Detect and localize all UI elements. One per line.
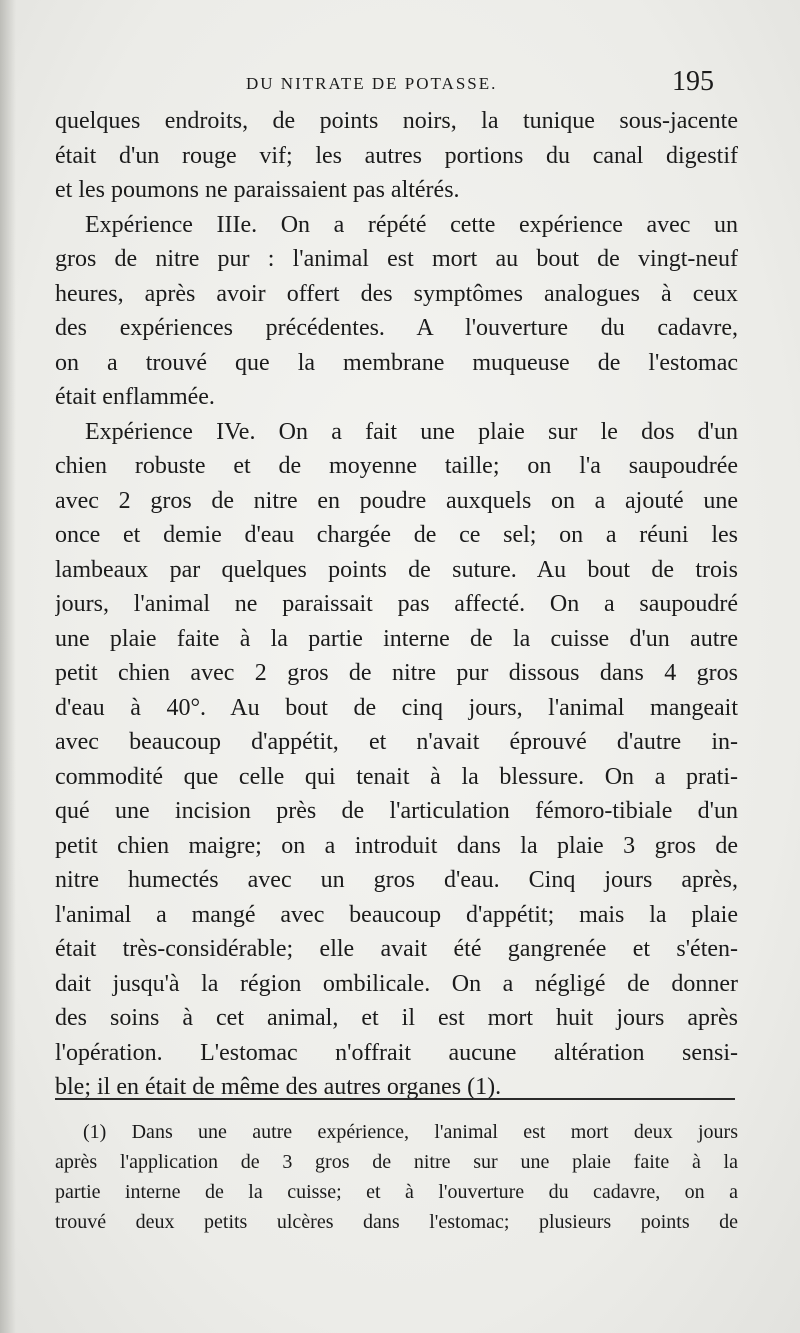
text-line: d'eau à 40°. Au bout de cinq jours, l'animal mangeait [55,694,738,721]
text-line: avec beaucoup d'appétit, et n'avait éprouvé d'autre in- [55,729,738,755]
footnote-rule [55,1098,735,1100]
text-line: dait jusqu'à la région ombilicale. On a négligé de donner [55,970,738,997]
footnote-line: après l'application de 3 gros de nitre sur une plaie faite à la [55,1151,738,1173]
footnote [55,1117,738,1237]
page-number: 195 [672,66,714,97]
text-line: était d'un rouge vif; les autres portions du canal digestif [55,142,738,169]
text-line: des soins à cet animal, et il est mort huit jours après [55,1005,738,1031]
text-line: once et demie d'eau chargée de ce sel; on a réuni les [55,522,738,548]
text-line: l'animal a mangé avec beaucoup d'appétit; mais la plaie [55,901,738,928]
text-line: était très-considérable; elle avait été gangrenée et s'éten- [55,936,738,962]
footnote-line: partie interne de la cuisse; et à l'ouverture du cadavre, on a [55,1181,738,1203]
text-line: Expérience IIIe. On a répété cette expérience avec un [85,211,738,238]
text-line: l'opération. L'estomac n'offrait aucune altération sensi- [55,1039,738,1066]
text-line: quelques endroits, de points noirs, la tunique sous-jacente [55,108,738,134]
footnote-line: (1) Dans une autre expérience, l'animal est mort deux jours [83,1121,738,1143]
running-head: DU NITRATE DE POTASSE. [246,74,498,93]
text-line: avec 2 gros de nitre en poudre auxquels on a ajouté une [55,487,738,514]
text-line: Expérience IVe. On a fait une plaie sur le dos d'un [85,418,738,445]
text-line: petit chien maigre; on a introduit dans la plaie 3 gros de [55,832,738,859]
text-line: on a trouvé que la membrane muqueuse de l'estomac [55,349,738,376]
text-line: nitre humectés avec un gros d'eau. Cinq jours après, [55,867,738,893]
text-line: ble; il en était de même des autres organes (1). [55,1074,502,1100]
text-line: jours, l'animal ne paraissait pas affecté. On a saupoudré [55,591,738,617]
text-line: qué une incision près de l'articulation fémoro-tibiale d'un [55,798,738,824]
text-line: des expériences précédentes. A l'ouverture du cadavre, [55,315,738,341]
text-line: commodité que celle qui tenait à la blessure. On a prati- [55,763,738,790]
text-line: et les poumons ne paraissaient pas altérés. [55,177,460,203]
text-line: heures, après avoir offert des symptômes analogues à ceux [55,280,738,307]
footnote-line: trouvé deux petits ulcères dans l'estomac; plusieurs points de [55,1211,738,1233]
spine-shadow [0,0,16,1333]
body-text [55,104,738,1105]
text-line: lambeaux par quelques points de suture. Au bout de trois [55,556,738,583]
text-line: chien robuste et de moyenne taille; on l'a saupoudrée [55,453,738,479]
text-line: une plaie faite à la partie interne de la cuisse d'un autre [55,625,738,652]
text-line: était enflammée. [55,384,215,410]
text-line: petit chien avec 2 gros de nitre pur dissous dans 4 gros [55,660,738,686]
text-line: gros de nitre pur : l'animal est mort au bout de vingt-neuf [55,246,738,272]
